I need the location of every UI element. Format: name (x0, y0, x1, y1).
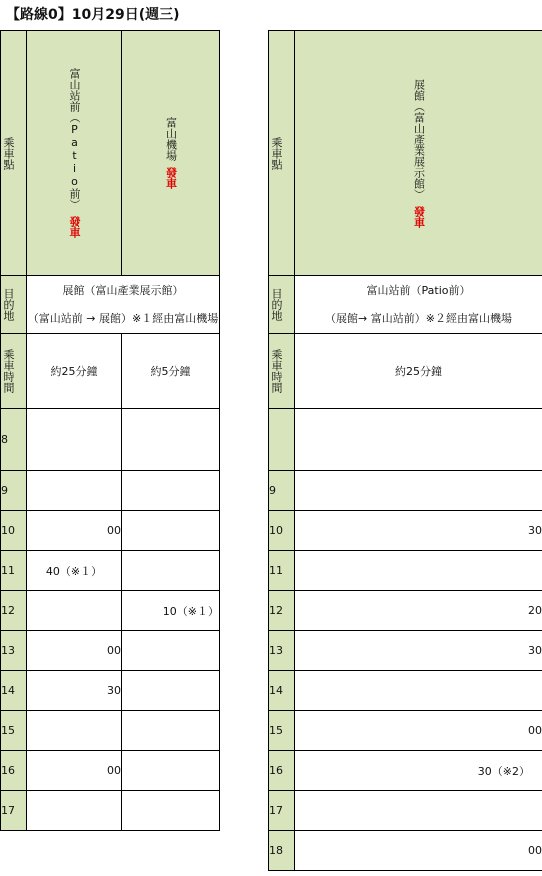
hour-cell: 9 (1, 471, 27, 511)
boarding-point-label: 乘車點 (1, 31, 27, 276)
ride-time-a: 約25分鐘 (27, 334, 122, 409)
depart-label: 發車 (164, 167, 178, 189)
time-cell (122, 671, 220, 711)
hour-cell: 10 (1, 511, 27, 551)
stop-name: 展館（富山產業展示館） (412, 78, 426, 200)
time-cell (122, 409, 220, 471)
hour-cell: 14 (1, 671, 27, 711)
time-cell (122, 791, 220, 831)
boarding-point-label: 乘車點 (269, 31, 295, 276)
destination-label: 目的地 (269, 276, 295, 334)
ride-time-label: 乘車時間 (269, 334, 295, 409)
time-cell: 40（※１） (27, 551, 122, 591)
depart-label: 發車 (412, 205, 426, 228)
hour-cell: 18 (269, 831, 295, 871)
timetable-expo-to-station (268, 30, 542, 871)
time-cell (122, 471, 220, 511)
destination-label: 目的地 (1, 276, 27, 334)
destination-note: （富山站前 → 展館）※１經由富山機場 (27, 311, 219, 325)
page-title: 【路線0】10月29日(週三) (6, 7, 180, 23)
hour-cell: 10 (269, 511, 295, 551)
stop-toyama-station (27, 31, 122, 276)
stop-expo-hall (295, 31, 542, 276)
hour-cell: 11 (1, 551, 27, 591)
destination-name: 富山站前（Patio前） (366, 283, 471, 297)
hour-cell: 15 (1, 711, 27, 751)
time-cell: 00 (27, 751, 122, 791)
hour-cell: 16 (269, 751, 295, 791)
hour-cell: 17 (1, 791, 27, 831)
time-cell: 00 (295, 711, 542, 751)
time-cell: 30 (27, 671, 122, 711)
time-cell (122, 711, 220, 751)
time-cell (122, 631, 220, 671)
time-cell: 30 (295, 511, 542, 551)
stop-name: 富山機場 (164, 117, 178, 161)
destination-name: 展館（富山產業展示館） (62, 283, 184, 297)
time-cell: 30（※2） (295, 751, 542, 791)
hour-cell: 17 (269, 791, 295, 831)
hour-cell (269, 409, 295, 471)
time-cell: 20 (295, 591, 542, 631)
hour-cell: 15 (269, 711, 295, 751)
time-cell: 00 (27, 511, 122, 551)
hour-cell: 11 (269, 551, 295, 591)
time-cell (27, 471, 122, 511)
time-cell (122, 511, 220, 551)
time-cell: 00 (295, 831, 542, 871)
ride-time: 約25分鐘 (295, 334, 542, 409)
hour-cell: 13 (1, 631, 27, 671)
time-cell (122, 751, 220, 791)
time-cell (295, 551, 542, 591)
hour-cell: 9 (269, 471, 295, 511)
time-cell (295, 471, 542, 511)
hour-cell: 12 (1, 591, 27, 631)
time-cell (122, 551, 220, 591)
hour-cell: 8 (1, 409, 27, 471)
destination-cell (295, 276, 542, 334)
destination-cell (27, 276, 220, 334)
stop-toyama-airport (122, 31, 220, 276)
time-cell: 00 (27, 631, 122, 671)
time-cell (27, 409, 122, 471)
time-cell (27, 711, 122, 751)
depart-label: 發車 (68, 216, 81, 238)
time-cell: 10（※１） (122, 591, 220, 631)
time-cell (27, 791, 122, 831)
ride-time-label: 乘車時間 (1, 334, 27, 409)
hour-cell: 12 (269, 591, 295, 631)
destination-note: （展館→ 富山站前）※２經由富山機場 (325, 311, 512, 325)
time-cell (295, 671, 542, 711)
time-cell (295, 409, 542, 471)
ride-time-b: 約5分鐘 (122, 334, 220, 409)
time-cell (27, 591, 122, 631)
hour-cell: 16 (1, 751, 27, 791)
time-cell: 30 (295, 631, 542, 671)
hour-cell: 14 (269, 671, 295, 711)
hour-cell: 13 (269, 631, 295, 671)
stop-name: 富山站前（Patio前） (68, 68, 81, 210)
time-cell (295, 791, 542, 831)
timetable-station-to-expo (0, 30, 220, 831)
